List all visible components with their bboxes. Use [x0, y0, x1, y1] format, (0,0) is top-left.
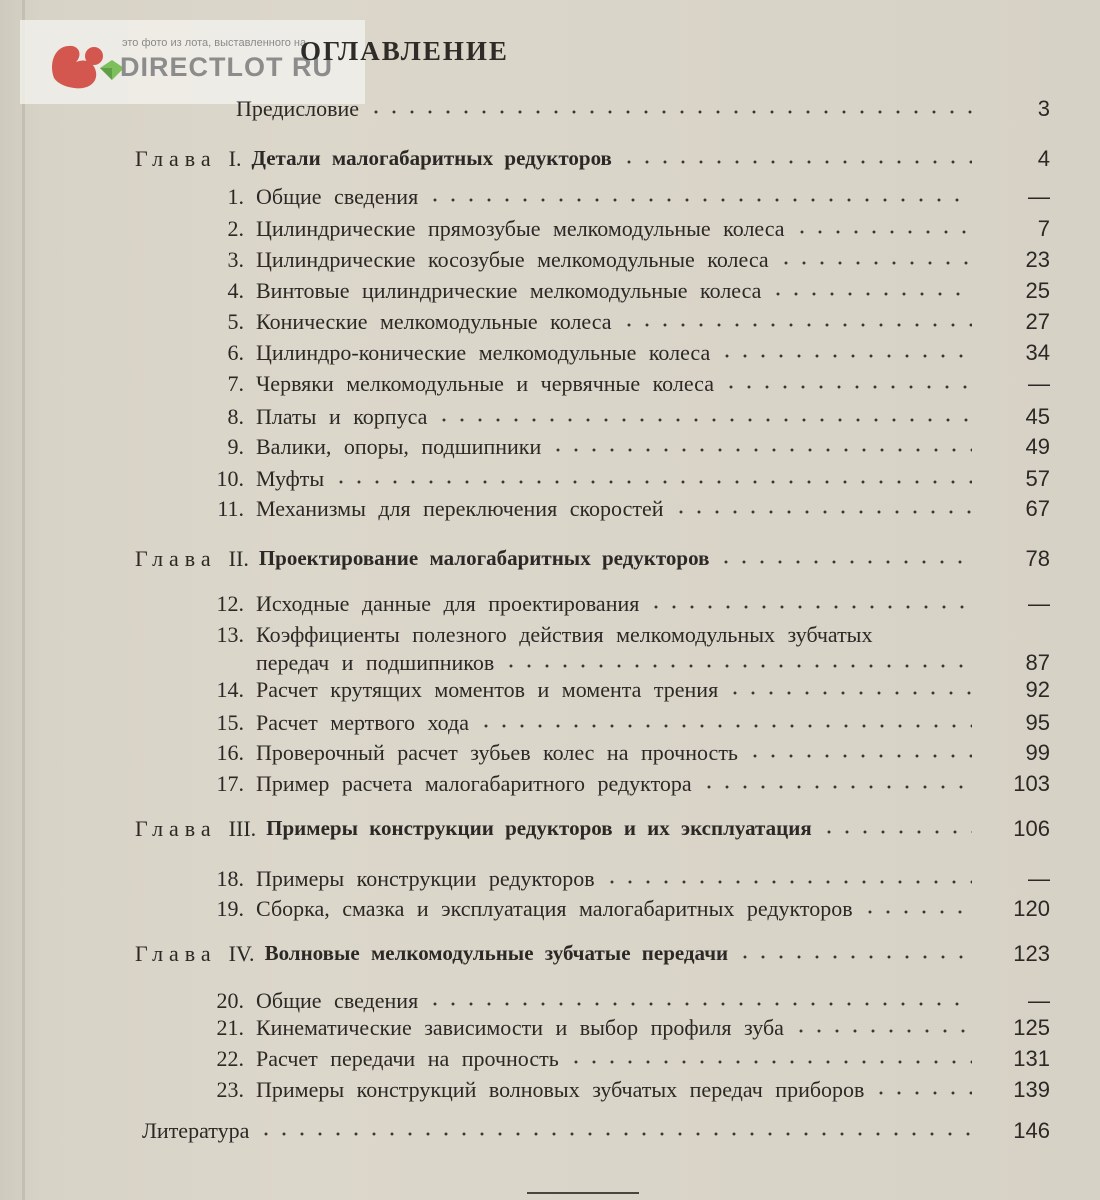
toc-entry[interactable] [0, 1118, 1050, 1148]
dot-leader [620, 160, 972, 164]
entry-title: Предисловие [236, 96, 359, 121]
entry-number: 21. [216, 1015, 244, 1040]
chapter-number: IV. [228, 941, 255, 966]
page-number: 57 [1025, 466, 1050, 491]
dot-leader [700, 785, 972, 789]
dot-leader [777, 261, 972, 265]
chapter-label: Глава [135, 546, 217, 571]
entry-number: 14. [216, 677, 244, 702]
toc-entry[interactable] [0, 496, 1050, 526]
page-number: 23 [1025, 247, 1050, 272]
watermark-brand: DIRECTLOT RU [120, 52, 333, 82]
entry-title: Общие сведения [256, 988, 419, 1013]
dot-leader [672, 510, 972, 514]
page-number: 131 [1013, 1046, 1050, 1071]
toc-entry[interactable] [0, 771, 1050, 801]
chapter-number: II. [228, 546, 249, 571]
page-number: 120 [1013, 896, 1050, 921]
toc-entry[interactable] [0, 1015, 1050, 1045]
page-number: 125 [1013, 1015, 1050, 1040]
entry-title: Конические мелкомодульные колеса [256, 309, 612, 334]
toc-entry[interactable] [0, 988, 1050, 1018]
dot-leader [477, 724, 972, 728]
page-number: 106 [1013, 816, 1050, 841]
entry-title: Расчет крутящих моментов и момента трения [256, 677, 719, 702]
dot-leader [736, 955, 972, 959]
chapter-title: Проектирование малогабаритных редукторов [258, 546, 710, 570]
page-number: 146 [1013, 1118, 1050, 1143]
page-number: — [1028, 184, 1050, 209]
toc-entry[interactable] [0, 896, 1050, 926]
dot-leader [722, 385, 972, 389]
page-number: — [1028, 988, 1050, 1013]
page-number: 99 [1025, 740, 1050, 765]
entry-number: 15. [216, 710, 244, 735]
page-number: 3 [1037, 96, 1050, 121]
dot-leader [718, 354, 972, 358]
chapter-row[interactable] [0, 546, 1050, 576]
toc-entry[interactable] [0, 710, 1050, 740]
dot-leader [820, 830, 972, 834]
entry-number: 7. [227, 371, 244, 396]
toc-entry[interactable] [0, 591, 1050, 621]
dot-leader [872, 1091, 972, 1095]
entry-title: Валики, опоры, подшипники [256, 434, 542, 459]
entry-title: Цилиндрические косозубые мелкомодульные колеса [256, 247, 769, 272]
chapter-title: Детали малогабаритных редукторов [251, 146, 612, 170]
entry-title: Цилиндрические прямозубые мелкомодульные колеса [256, 216, 785, 241]
entry-number: 2. [227, 216, 244, 241]
entry-number: 16. [216, 740, 244, 765]
toc-entry[interactable] [0, 184, 1050, 214]
toc-entry[interactable] [0, 677, 1050, 707]
toc-entry[interactable] [0, 216, 1050, 246]
page-number: — [1028, 866, 1050, 891]
dot-leader [257, 1132, 972, 1136]
page-number: 25 [1025, 278, 1050, 303]
footer-rule [527, 1192, 639, 1194]
chapter-title: Примеры конструкции редукторов и их эксплуатация [266, 816, 812, 840]
chapter-row[interactable] [0, 816, 1050, 846]
entry-title: Общие сведения [256, 184, 419, 209]
entry-title: Коэффициенты полезного действия мелкомодульных зубчатых [256, 622, 873, 647]
page-number: 123 [1013, 941, 1050, 966]
dot-leader [792, 1029, 972, 1033]
entry-title: Примеры конструкции редукторов [256, 866, 595, 891]
entry-number: 13. [216, 622, 244, 647]
watermark-caption: это фото из лота, выставленного на [122, 37, 307, 49]
page-number: — [1028, 591, 1050, 616]
page-number: 139 [1013, 1077, 1050, 1102]
page-number: 92 [1025, 677, 1050, 702]
dot-leader [426, 198, 972, 202]
dot-leader [769, 292, 972, 296]
entry-number: 10. [216, 466, 244, 491]
chapter-row[interactable] [0, 941, 1050, 971]
entry-title: Пример расчета малогабаритного редуктора [256, 771, 692, 796]
toc-entry[interactable] [0, 340, 1050, 370]
toc-entry[interactable] [0, 309, 1050, 339]
page-number: 87 [1025, 650, 1050, 675]
toc-entry[interactable] [0, 1077, 1050, 1107]
page-number: 7 [1037, 216, 1050, 241]
entry-number: 12. [216, 591, 244, 616]
chapter-label: Глава [135, 146, 217, 171]
dot-leader [426, 1002, 972, 1006]
entry-title: Примеры конструкций волновых зубчатых передач приборов [256, 1077, 865, 1102]
entry-title: Винтовые цилиндрические мелкомодульные колеса [256, 278, 762, 303]
entry-number: 1. [227, 184, 244, 209]
dot-leader [549, 448, 972, 452]
entry-number: 9. [227, 434, 244, 459]
entry-number: 8. [227, 404, 244, 429]
toc-entry[interactable] [0, 622, 1050, 652]
dot-leader [435, 418, 972, 422]
page-title: ОГЛАВЛЕНИЕ [300, 36, 509, 66]
toc-entry[interactable] [0, 96, 1050, 126]
chapter-label: Глава [135, 941, 217, 966]
dot-leader [567, 1060, 972, 1064]
page-number: 34 [1025, 340, 1050, 365]
entry-number: 4. [227, 278, 244, 303]
dot-leader [726, 691, 972, 695]
toc-entry[interactable] [0, 1046, 1050, 1076]
dot-leader [603, 880, 972, 884]
toc-entry[interactable] [0, 404, 1050, 434]
chapter-number: I. [228, 146, 242, 171]
dot-leader [793, 230, 972, 234]
entry-number: 23. [216, 1077, 244, 1102]
entry-title: передач и подшипников [256, 650, 495, 675]
dot-leader [367, 110, 972, 114]
toc-entry[interactable] [0, 866, 1050, 896]
dot-leader [717, 560, 972, 564]
toc-entry[interactable] [0, 278, 1050, 308]
dot-leader [332, 480, 972, 484]
page-number: — [1028, 371, 1050, 396]
page-number: 27 [1025, 309, 1050, 334]
entry-title: Цилиндро-конические мелкомодульные колеса [256, 340, 711, 365]
entry-title: Муфты [256, 466, 325, 491]
page-number: 49 [1025, 434, 1050, 459]
entry-title: Проверочный расчет зубьев колес на прочность [256, 740, 738, 765]
entry-number: 19. [216, 896, 244, 921]
entry-number: 18. [216, 866, 244, 891]
chapter-label: Глава [135, 816, 217, 841]
entry-number: 6. [227, 340, 244, 365]
toc-entry[interactable] [0, 650, 1050, 680]
toc-entry[interactable] [0, 466, 1050, 496]
page-number: 4 [1037, 146, 1050, 171]
entry-number: 3. [227, 247, 244, 272]
page-number: 67 [1025, 496, 1050, 521]
entry-number: 22. [216, 1046, 244, 1071]
entry-number: 11. [217, 496, 244, 521]
dot-leader [861, 910, 972, 914]
entry-title: Расчет передачи на прочность [256, 1046, 559, 1071]
entry-title: Расчет мертвого хода [256, 710, 469, 735]
page-number: 103 [1013, 771, 1050, 796]
chapter-number: III. [228, 816, 257, 841]
toc-entry[interactable] [0, 247, 1050, 277]
entry-title: Кинематические зависимости и выбор профиля зуба [256, 1015, 784, 1040]
dot-leader [746, 754, 972, 758]
toc-entry[interactable] [0, 740, 1050, 770]
chapter-row[interactable] [0, 146, 1050, 176]
toc-entry[interactable] [0, 434, 1050, 464]
entry-title: Литература [142, 1118, 250, 1143]
entry-number: 20. [216, 988, 244, 1013]
page-number: 45 [1025, 404, 1050, 429]
entry-title: Червяки мелкомодульные и червячные колеса [256, 371, 714, 396]
toc-entry[interactable] [0, 371, 1050, 401]
entry-title: Сборка, смазка и эксплуатация малогабаритных редукторов [256, 896, 853, 921]
entry-title: Платы и корпуса [256, 404, 428, 429]
entry-title: Исходные данные для проектирования [256, 591, 640, 616]
entry-number: 5. [227, 309, 244, 334]
dot-leader [620, 323, 972, 327]
dot-leader [502, 664, 972, 668]
page-number: 95 [1025, 710, 1050, 735]
chapter-title: Волновые мелкомодульные зубчатые передачи [264, 941, 729, 965]
entry-title: Механизмы для переключения скоростей [256, 496, 664, 521]
dot-leader [647, 605, 972, 609]
entry-number: 17. [216, 771, 244, 796]
page-number: 78 [1025, 546, 1050, 571]
